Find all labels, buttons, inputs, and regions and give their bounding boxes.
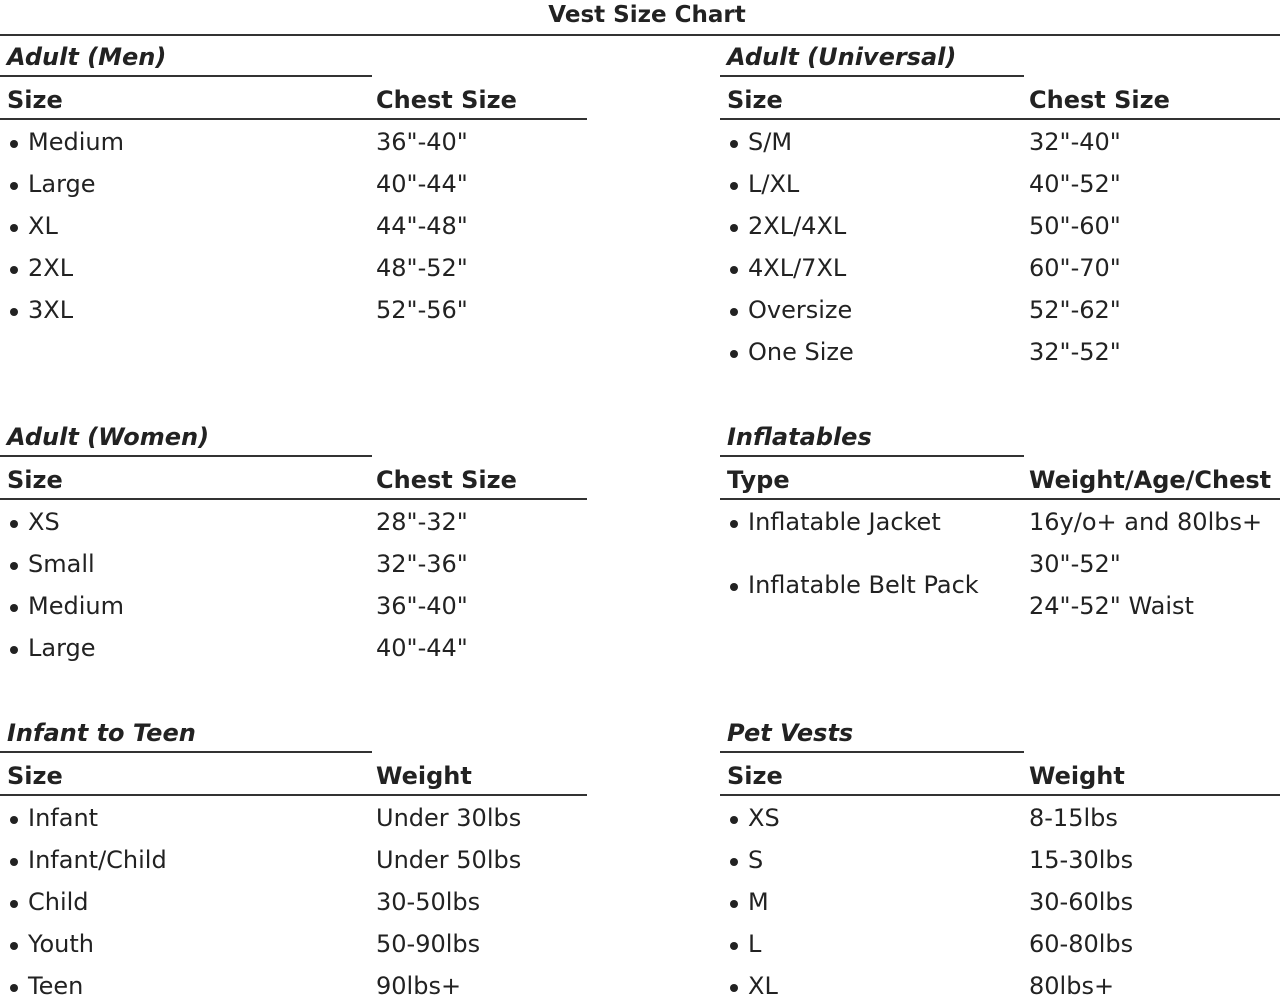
value-cell: 52"-56"	[376, 296, 468, 324]
size-cell: Medium	[28, 592, 124, 620]
size-cell: 3XL	[28, 296, 74, 324]
size-cell: M	[748, 888, 769, 916]
title-rule	[0, 34, 1280, 36]
section-infant-to-teen	[0, 713, 640, 1003]
bullet-icon	[730, 984, 738, 992]
table-row	[720, 205, 1280, 247]
column-header-weight-age-chest: Weight/Age/Chest	[1029, 466, 1272, 494]
table-row	[0, 585, 640, 627]
value-cell: 50-90lbs	[376, 930, 481, 958]
value-cell: 50"-60"	[1029, 212, 1121, 240]
value-cell: 60-80lbs	[1029, 930, 1134, 958]
column-header-size: Size	[727, 86, 783, 114]
bullet-icon	[730, 520, 738, 528]
column-header-weight: Weight	[376, 762, 472, 790]
value-cell: 40"-52"	[1029, 170, 1121, 198]
table-row	[0, 965, 640, 1007]
bullet-icon	[10, 900, 18, 908]
table-row	[720, 331, 1280, 373]
table-row	[720, 839, 1280, 881]
type-cell: Inflatable Jacket	[748, 508, 941, 536]
value-cell: 30-60lbs	[1029, 888, 1134, 916]
header-rule	[720, 118, 1280, 120]
table-row	[0, 205, 640, 247]
value-cell: 15-30lbs	[1029, 846, 1134, 874]
bullet-icon	[10, 816, 18, 824]
value-cell: 90lbs+	[376, 972, 462, 1000]
value-cell: 44"-48"	[376, 212, 468, 240]
value-cell: Under 50lbs	[376, 846, 522, 874]
value-cell: 30-50lbs	[376, 888, 481, 916]
value-cell: 16y/o+ and 80lbs+	[1029, 508, 1263, 536]
type-cell: Inflatable Belt Pack	[748, 571, 979, 599]
bullet-icon	[730, 350, 738, 358]
size-cell: XL	[748, 972, 778, 1000]
table-row	[0, 247, 640, 289]
section-pet-vests	[720, 713, 1280, 1003]
value-cell: 48"-52"	[376, 254, 468, 282]
size-cell: Child	[28, 888, 89, 916]
column-header-size: Size	[727, 762, 783, 790]
value-cell: 28"-32"	[376, 508, 468, 536]
table-row	[720, 797, 1280, 839]
bullet-icon	[730, 308, 738, 316]
bullet-icon	[730, 224, 738, 232]
header-rule	[720, 794, 1280, 796]
value-cell: 32"-52"	[1029, 338, 1121, 366]
value-cell: 8-15lbs	[1029, 804, 1118, 832]
table-row	[0, 543, 640, 585]
table-row	[720, 965, 1280, 1007]
bullet-icon	[10, 984, 18, 992]
column-header-chest-size: Chest Size	[376, 466, 517, 494]
section-title: Adult (Universal)	[727, 43, 957, 71]
table-row	[720, 163, 1280, 205]
size-cell: S/M	[748, 128, 793, 156]
column-header-type: Type	[727, 466, 790, 494]
value-cell: 40"-44"	[376, 634, 468, 662]
header-rule	[0, 794, 587, 796]
value-cell: 60"-70"	[1029, 254, 1121, 282]
section-title-rule	[0, 75, 372, 77]
table-row	[720, 289, 1280, 331]
value-cell: 36"-40"	[376, 128, 468, 156]
bullet-icon	[10, 308, 18, 316]
size-cell: One Size	[748, 338, 854, 366]
section-title: Inflatables	[727, 423, 872, 451]
size-cell: XS	[748, 804, 780, 832]
bullet-icon	[10, 942, 18, 950]
column-header-size: Size	[7, 86, 63, 114]
size-cell: Youth	[28, 930, 94, 958]
table-row	[0, 121, 640, 163]
bullet-icon	[10, 266, 18, 274]
bullet-icon	[730, 182, 738, 190]
value-cell: 80lbs+	[1029, 972, 1115, 1000]
size-cell: Teen	[28, 972, 84, 1000]
table-row	[720, 501, 1280, 543]
column-header-weight: Weight	[1029, 762, 1125, 790]
table-row	[0, 501, 640, 543]
size-cell: L	[748, 930, 762, 958]
bullet-icon	[10, 646, 18, 654]
bullet-icon	[730, 858, 738, 866]
section-inflatables	[720, 417, 1280, 637]
value-cell: 30"-52"	[1029, 550, 1121, 578]
bullet-icon	[10, 858, 18, 866]
table-row	[720, 881, 1280, 923]
section-adult-women	[0, 417, 640, 677]
section-title-rule	[0, 751, 372, 753]
size-cell: Large	[28, 634, 96, 662]
size-cell: 2XL	[28, 254, 74, 282]
section-title-rule	[720, 455, 1024, 457]
section-adult-universal	[720, 37, 1280, 377]
value-cell: 24"-52" Waist	[1029, 592, 1194, 620]
bullet-icon	[730, 816, 738, 824]
section-title-rule	[720, 75, 1024, 77]
size-cell: 2XL/4XL	[748, 212, 847, 240]
size-cell: XL	[28, 212, 58, 240]
bullet-icon	[10, 224, 18, 232]
value-cell: Under 30lbs	[376, 804, 522, 832]
bullet-icon	[730, 900, 738, 908]
table-row	[720, 121, 1280, 163]
value-cell: 36"-40"	[376, 592, 468, 620]
size-cell: Infant	[28, 804, 99, 832]
size-cell: Medium	[28, 128, 124, 156]
bullet-icon	[730, 140, 738, 148]
size-cell: 4XL/7XL	[748, 254, 847, 282]
bullet-icon	[10, 604, 18, 612]
table-row	[0, 923, 640, 965]
section-title-rule	[720, 751, 1024, 753]
table-row	[720, 543, 1280, 627]
size-cell: Infant/Child	[28, 846, 167, 874]
table-row	[0, 163, 640, 205]
table-row	[720, 247, 1280, 289]
size-cell: Small	[28, 550, 95, 578]
size-cell: Oversize	[748, 296, 853, 324]
table-row	[0, 627, 640, 669]
header-rule	[720, 498, 1280, 500]
page-title: Vest Size Chart	[548, 2, 746, 28]
section-adult-men	[0, 37, 640, 337]
bullet-icon	[10, 562, 18, 570]
header-rule	[0, 498, 587, 500]
table-row	[0, 797, 640, 839]
section-title: Adult (Men)	[7, 43, 167, 71]
table-row	[0, 881, 640, 923]
table-row	[0, 839, 640, 881]
column-header-chest-size: Chest Size	[1029, 86, 1170, 114]
column-header-size: Size	[7, 466, 63, 494]
value-cell: 40"-44"	[376, 170, 468, 198]
column-header-chest-size: Chest Size	[376, 86, 517, 114]
size-cell: Large	[28, 170, 96, 198]
header-rule	[0, 118, 587, 120]
size-cell: S	[748, 846, 764, 874]
bullet-icon	[10, 140, 18, 148]
bullet-icon	[730, 942, 738, 950]
bullet-icon	[10, 182, 18, 190]
column-header-size: Size	[7, 762, 63, 790]
section-title: Pet Vests	[727, 719, 854, 747]
bullet-icon	[730, 583, 738, 591]
table-row	[720, 923, 1280, 965]
value-cell: 32"-40"	[1029, 128, 1121, 156]
table-row	[0, 289, 640, 331]
section-title-rule	[0, 455, 372, 457]
value-cell: 32"-36"	[376, 550, 468, 578]
section-title: Infant to Teen	[7, 719, 196, 747]
size-cell: L/XL	[748, 170, 800, 198]
size-cell: XS	[28, 508, 60, 536]
section-title: Adult (Women)	[7, 423, 210, 451]
bullet-icon	[10, 520, 18, 528]
value-cell: 52"-62"	[1029, 296, 1121, 324]
bullet-icon	[730, 266, 738, 274]
